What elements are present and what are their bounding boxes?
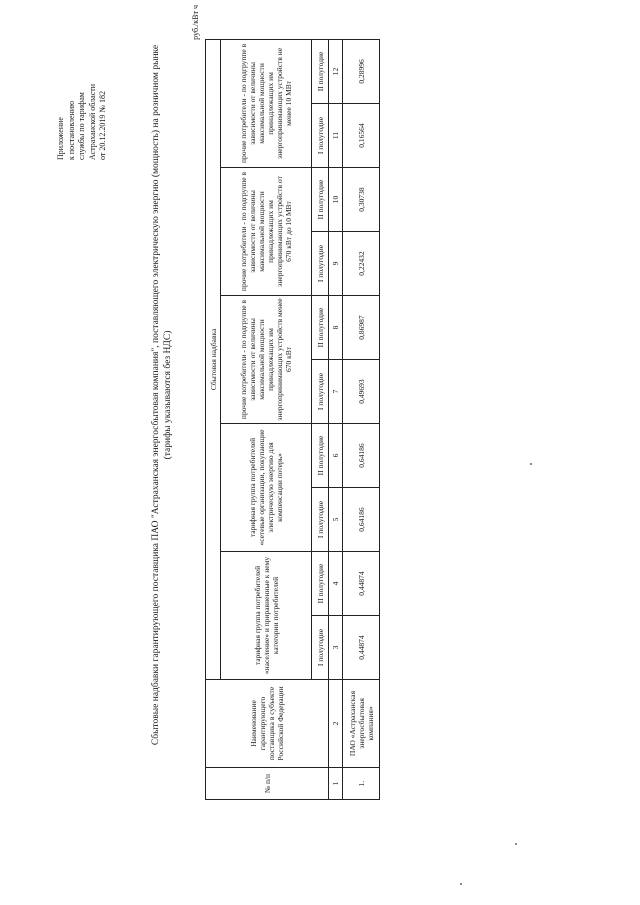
column-number: 8 xyxy=(329,296,343,360)
column-number: 12 xyxy=(329,39,343,103)
markup-value: 0,16564 xyxy=(343,104,380,168)
markup-value: 0,22432 xyxy=(343,232,380,296)
markup-value: 0,44874 xyxy=(343,616,380,680)
table-row xyxy=(343,39,380,799)
half-year-label: I полугодие xyxy=(312,104,329,168)
column-number: 10 xyxy=(329,168,343,232)
markup-value: 0,86987 xyxy=(343,296,380,360)
markup-value: 0,30738 xyxy=(343,168,380,232)
half-year-label: II полугодие xyxy=(312,296,329,360)
column-number: 7 xyxy=(329,360,343,424)
table-column-number-row xyxy=(329,39,343,799)
scan-speck xyxy=(515,843,517,845)
half-year-label: II полугодие xyxy=(312,424,329,488)
column-number: 9 xyxy=(329,232,343,296)
header-markup: Сбытовая надбавка xyxy=(206,39,221,679)
row-num: 1. xyxy=(343,768,380,800)
document-title: Сбытовые надбавки гарантирующего поставщика ПАО "Астраханская энергосбытовая компания", поставляющего электрическую энергию (мощность) на розничном рынке xyxy=(151,44,161,746)
column-number: 6 xyxy=(329,424,343,488)
half-year-label: II полугодие xyxy=(312,552,329,616)
column-number: 4 xyxy=(329,552,343,616)
markup-value: 0,49693 xyxy=(343,360,380,424)
column-number: 1 xyxy=(329,768,343,800)
half-year-label: I полугодие xyxy=(312,488,329,552)
column-number: 3 xyxy=(329,616,343,680)
half-year-label: I полугодие xyxy=(312,616,329,680)
column-number: 2 xyxy=(329,680,343,768)
document-subtitle: (тарифы указываются без НДС) xyxy=(163,330,173,460)
markup-table xyxy=(205,39,380,800)
half-year-label: II полугодие xyxy=(312,168,329,232)
supplier-name: ПАО «Астраханская энергосбытовая компания» xyxy=(343,680,380,768)
markup-value: 0,28996 xyxy=(343,39,380,103)
document-heading xyxy=(150,5,174,785)
group-header: тарифная группа потребителей «сетевые организации, покупающие электрическую энергию для компенсации потерь» xyxy=(221,424,312,552)
table-header-row xyxy=(206,39,221,799)
scan-speck xyxy=(460,883,462,885)
group-header: прочие потребители - по подгруппе в зависимости от величины максимальной мощности принадлежащих им энергопринимающих устройств не менее 10 МВт xyxy=(221,39,312,167)
group-header: тарифная группа потребителей «население» и приравненные к нему категории потребителей xyxy=(221,552,312,680)
markup-value: 0,44874 xyxy=(343,552,380,616)
group-header: прочие потребители - по подгруппе в зависимости от величины максимальной мощности принадлежащих им энергопринимающих устройств менее 670 кВт xyxy=(221,296,312,424)
markup-value: 0,64186 xyxy=(343,424,380,488)
half-year-label: I полугодие xyxy=(312,232,329,296)
markup-value: 0,64186 xyxy=(343,488,380,552)
group-header: прочие потребители - по подгруппе в зависимости от величины максимальной мощности принадлежащих им энергопринимающих устройств от 670 кВт до 10 МВт xyxy=(221,168,312,296)
half-year-label: I полугодие xyxy=(312,360,329,424)
half-year-label: II полугодие xyxy=(312,39,329,103)
column-number: 5 xyxy=(329,488,343,552)
unit-label: руб./кВт ч xyxy=(191,5,200,40)
header-supplier-name: Наименование гарантирующего поставщика в субъекте Российской Федерации xyxy=(206,680,329,768)
column-number: 11 xyxy=(329,104,343,168)
scan-speck xyxy=(530,463,532,465)
header-num: № п/п xyxy=(206,768,329,800)
annex-note: Приложение к постановлению службы по тарифам Астраханской области от 20.12.2019 № 182 xyxy=(56,83,107,160)
